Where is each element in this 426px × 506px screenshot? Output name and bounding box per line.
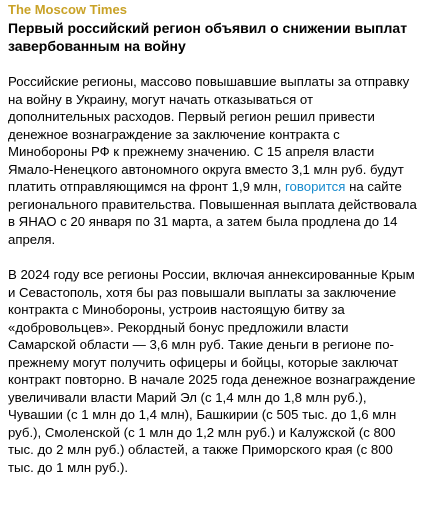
paragraph-1-text-after-link: на сайте регионального правительства. Повышенная выплата действовала в ЯНАО с 20 января по 31 марта, а затем была продлена до 14 апреля. xyxy=(8,179,417,247)
post-paragraph-1 xyxy=(8,73,418,248)
source-link[interactable]: говорится xyxy=(285,179,346,194)
post-paragraph-2: В 2024 году все регионы России, включая аннексированные Крым и Севастополь, хотя бы раз повышали выплаты за заключение контракта с Минобороны, устроив настоящую битву за «добровольцев». Рекордный бонус предложили власти Самарской области — 3,6 млн руб. Такие деньги в регионе по-прежнему могут получить офицеры и бойцы, которые заключат контракт повторно. В начале 2025 года денежное вознаграждение увеличивали власти Марий Эл (с 1,4 млн до 1,8 млн руб.), Чувашии (с 1 млн до 1,4 млн), Башкирии (с 505 тыс. до 1,6 млн руб.), Смоленской (с 1 млн до 1,2 млн руб.) и Калужской (с 800 тыс. до 2 млн руб.) областей, а также Приморского края (с 800 тыс. до 1 млн руб.). xyxy=(8,267,416,475)
channel-name[interactable]: The Moscow Times xyxy=(8,2,127,17)
post-headline: Первый российский регион объявил о снижении выплат завербованным на войну xyxy=(8,20,408,54)
paragraph-1-text-before-link: Российские регионы, массово повышавшие выплаты за отправку на войну в Украину, могут начать отказываться от дополнительных расходов. Первый регион решил привести денежное вознаграждение за заключение контракта с Минобороны РФ к прежнему значению. С 15 апреля власти Ямало-Ненецкого автономного округа вместо 3,1 млн руб. будут платить отправляющимся на фронт 1,9 млн, xyxy=(8,74,410,194)
